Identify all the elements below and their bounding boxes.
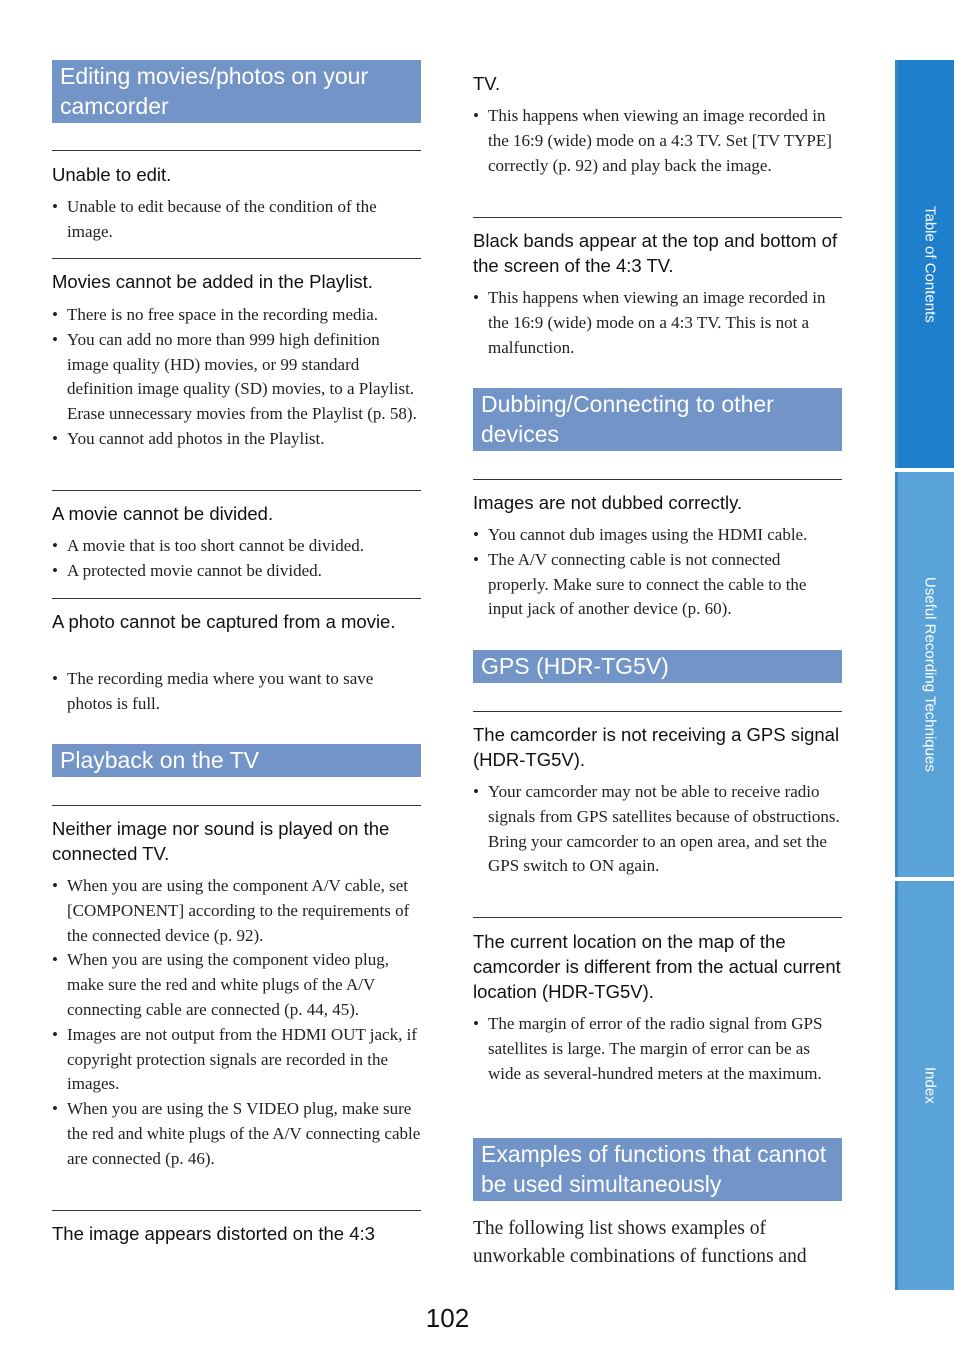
list-item: • There is no free space in the recording media. xyxy=(52,303,421,328)
list-item: • You can add no more than 999 high definition image quality (HD) movies, or 99 standard definition image quality (SD) movies, to a Playlist. Erase unnecessary movies from the Playlist (p. 58). xyxy=(52,328,421,427)
answer-list xyxy=(52,874,421,1172)
list-item: • The margin of error of the radio signal from GPS satellites is large. The margin of error can be as wide as several-hundred meters at the maximum. xyxy=(473,1012,842,1086)
question-distorted-cont: TV. xyxy=(473,73,501,94)
divider xyxy=(52,490,421,491)
tab-table-of-contents[interactable] xyxy=(895,60,954,468)
section-heading-dubbing: Dubbing/Connecting to other devices xyxy=(473,388,842,451)
question-divide: A movie cannot be divided. xyxy=(52,503,274,524)
divider xyxy=(473,217,842,218)
answer-list xyxy=(473,1012,842,1086)
section-heading-gps: GPS (HDR-TG5V) xyxy=(473,650,842,683)
tab-label: Index xyxy=(921,1067,939,1104)
answer-list xyxy=(52,667,421,717)
divider xyxy=(473,917,842,918)
divider xyxy=(52,805,421,806)
question-dubbing: Images are not dubbed correctly. xyxy=(473,492,743,513)
question-photo-capture: A photo cannot be captured from a movie. xyxy=(52,611,396,632)
list-item: • The A/V connecting cable is not connected properly. Make sure to connect the cable to the input jack of another device (p. 60). xyxy=(473,548,842,622)
question-playlist: Movies cannot be added in the Playlist. xyxy=(52,271,373,292)
page-number: 102 xyxy=(425,1303,470,1333)
divider xyxy=(52,1210,421,1211)
divider xyxy=(52,150,421,151)
section-heading-examples: Examples of functions that cannot be used simultaneously xyxy=(473,1138,842,1201)
answer-list xyxy=(473,286,842,360)
tab-useful-recording-techniques[interactable] xyxy=(895,472,954,877)
answer-list xyxy=(52,534,421,584)
list-item: • This happens when viewing an image recorded in the 16:9 (wide) mode on a 4:3 TV. Set [TV TYPE] correctly (p. 92) and play back the image. xyxy=(473,104,842,178)
divider xyxy=(52,258,421,259)
side-navigation xyxy=(895,60,954,1290)
list-item: • You cannot add photos in the Playlist. xyxy=(52,427,421,452)
list-item: • This happens when viewing an image recorded in the 16:9 (wide) mode on a 4:3 TV. This is not a malfunction. xyxy=(473,286,842,360)
divider xyxy=(473,711,842,712)
list-item: • Images are not output from the HDMI OUT jack, if copyright protection signals are recorded in the images. xyxy=(52,1023,421,1097)
list-item: • When you are using the component video plug, make sure the red and white plugs of the A/V connecting cable are connected (p. 44, 45). xyxy=(52,948,421,1022)
divider xyxy=(52,598,421,599)
section-heading-playback: Playback on the TV xyxy=(52,744,421,777)
list-item: • A movie that is too short cannot be divided. xyxy=(52,534,421,559)
list-item: • The recording media where you want to save photos is full. xyxy=(52,667,421,717)
section-heading-editing: Editing movies/photos on your camcorder xyxy=(52,60,421,123)
answer-list xyxy=(473,780,842,879)
list-item: • Your camcorder may not be able to receive radio signals from GPS satellites because of obstructions. Bring your camcorder to an open area, and set the GPS switch to ON again. xyxy=(473,780,842,879)
tab-label: Useful Recording Techniques xyxy=(921,577,939,772)
list-item: • You cannot dub images using the HDMI cable. xyxy=(473,523,842,548)
question-location: The current location on the map of the camcorder is different from the actual current location (HDR-TG5V). xyxy=(473,931,841,1002)
answer-list xyxy=(52,303,421,452)
answer-list xyxy=(52,195,421,245)
question-no-image-sound: Neither image nor sound is played on the connected TV. xyxy=(52,818,390,864)
question-distorted: The image appears distorted on the 4:3 xyxy=(52,1223,375,1244)
question-black-bands: Black bands appear at the top and bottom of the screen of the 4:3 TV. xyxy=(473,230,838,276)
answer-list xyxy=(473,523,842,622)
question-unable-to-edit: Unable to edit. xyxy=(52,164,172,185)
tab-index[interactable] xyxy=(895,881,954,1290)
list-item: • Unable to edit because of the condition of the image. xyxy=(52,195,421,245)
answer-list xyxy=(473,104,842,178)
list-item: • When you are using the S VIDEO plug, make sure the red and white plugs of the A/V connecting cable are connected (p. 46). xyxy=(52,1097,421,1171)
list-item: • A protected movie cannot be divided. xyxy=(52,559,421,584)
list-item: • When you are using the component A/V cable, set [COMPONENT] according to the requirements of the connected device (p. 92). xyxy=(52,874,421,948)
question-gps-signal: The camcorder is not receiving a GPS signal (HDR-TG5V). xyxy=(473,724,840,770)
tab-label: Table of Contents xyxy=(921,205,939,323)
intro-paragraph: The following list shows examples of unworkable combinations of functions and xyxy=(473,1218,807,1267)
divider xyxy=(473,479,842,480)
